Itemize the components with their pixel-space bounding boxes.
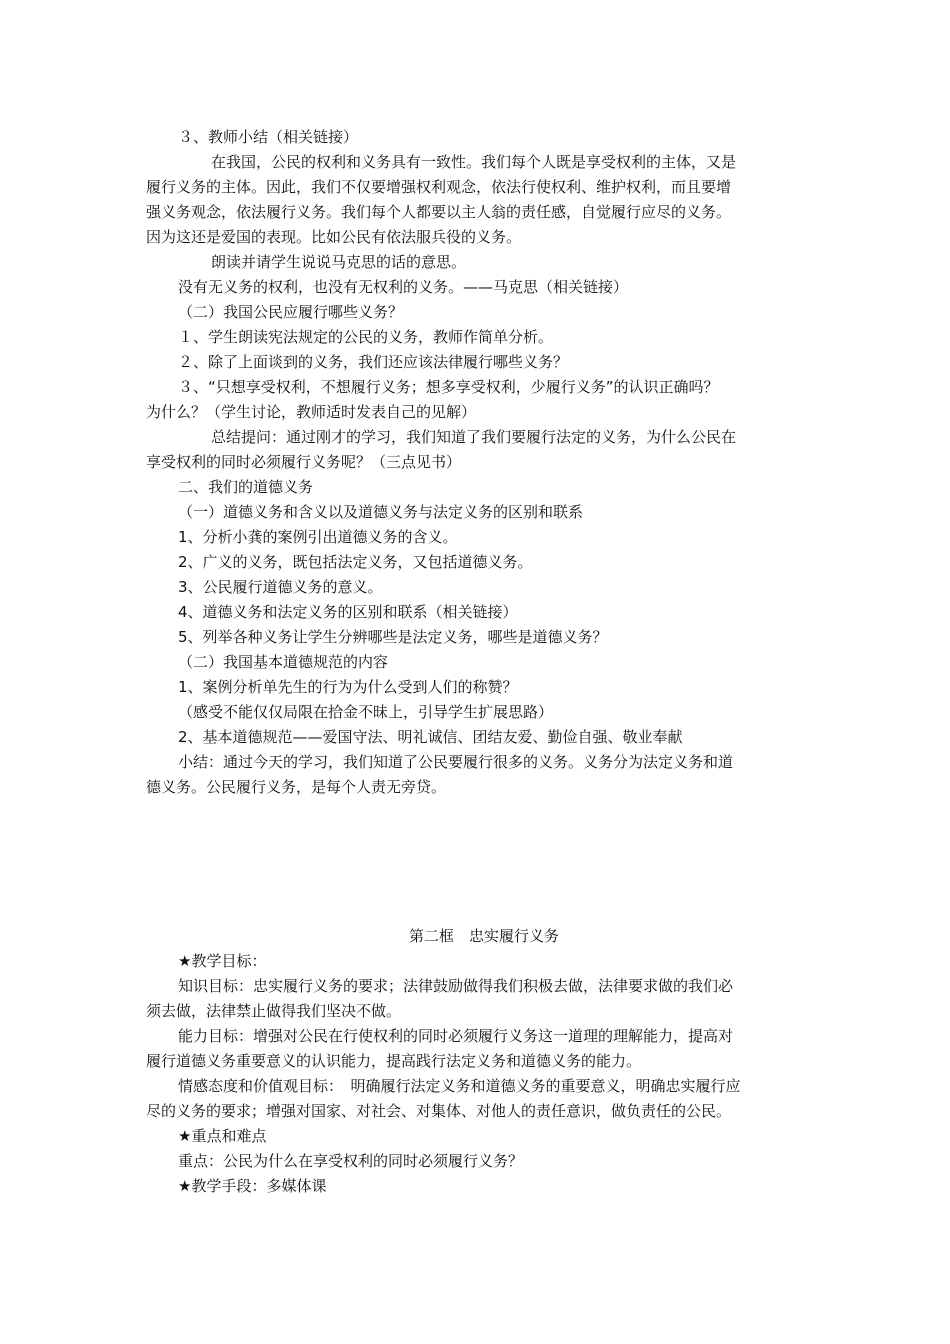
- section-heading: 二、我们的道德义务: [178, 478, 314, 496]
- paragraph-line: 重点：公民为什么在享受权利的同时必须履行义务？: [178, 1152, 524, 1170]
- heading-key-points: ★重点和难点: [178, 1127, 267, 1145]
- paragraph-line: 强义务观念，依法履行义务。我们每个人都要以主人翁的责任感，自觉履行应尽的义务。: [146, 203, 732, 221]
- section-heading: ３、教师小结（相关链接）: [178, 128, 359, 146]
- list-item: ２、除了上面谈到的义务，我们还应该法律履行哪些义务？: [178, 353, 569, 371]
- summary-line: 德义务。公民履行义务，是每个人责无旁贷。: [146, 778, 447, 796]
- paragraph-line: 朗读并请学生说说马克思的话的意思。: [211, 253, 467, 271]
- paragraph-line: 情感态度和价值观目标： 明确履行法定义务和道德义务的重要意义，明确忠实履行应: [178, 1077, 741, 1095]
- heading-teaching-means: ★教学手段：多媒体课: [178, 1177, 327, 1195]
- list-item: 1、案例分析单先生的行为为什么受到人们的称赞？: [178, 678, 518, 696]
- list-item: １、学生朗读宪法规定的公民的义务，教师作简单分析。: [178, 328, 554, 346]
- paragraph-line: 为什么？（学生讨论，教师适时发表自己的见解）: [146, 403, 477, 421]
- section-heading: （一）道德义务和含义以及道德义务与法定义务的区别和联系: [178, 503, 584, 521]
- paragraph-line: 须去做，法律禁止做得我们坚决不做。: [146, 1002, 402, 1020]
- list-item: 1、分析小龚的案例引出道德义务的含义。: [178, 528, 458, 546]
- paragraph-line: 总结提问：通过刚才的学习，我们知道了我们要履行法定的义务，为什么公民在: [211, 428, 737, 446]
- list-item: 2、基本道德规范——爱国守法、明礼诚信、团结友爱、勤俭自强、敬业奉献: [178, 728, 683, 746]
- paragraph-line: 知识目标：忠实履行义务的要求；法律鼓励做得我们积极去做，法律要求做的我们必: [178, 977, 734, 995]
- quote-line: 没有无义务的权利，也没有无权利的义务。——马克思（相关链接）: [178, 278, 629, 296]
- paragraph-line: 享受权利的同时必须履行义务呢？（三点见书）: [146, 453, 462, 471]
- list-item: 5、列举各种义务让学生分辨哪些是法定义务，哪些是道德义务？: [178, 628, 608, 646]
- list-item: 2、广义的义务，既包括法定义务，又包括道德义务。: [178, 553, 533, 571]
- section-heading: （二）我国基本道德规范的内容: [178, 653, 389, 671]
- list-item: 3、公民履行道德义务的意义。: [178, 578, 383, 596]
- list-item: ３、“只想享受权利，不想履行义务；想多享受权利，少履行义务”的认识正确吗？: [178, 378, 719, 396]
- summary-line: 小结：通过今天的学习，我们知道了公民要履行很多的义务。义务分为法定义务和道: [178, 753, 734, 771]
- paragraph-line: 履行道德义务重要意义的认识能力，提高践行法定义务和道德义务的能力。: [146, 1052, 642, 1070]
- heading-teaching-goals: ★教学目标：: [178, 952, 267, 970]
- paragraph-line: （感受不能仅仅局限在拾金不昧上，引导学生扩展思路）: [178, 703, 554, 721]
- paragraph-line: 在我国，公民的权利和义务具有一致性。我们每个人既是享受权利的主体，又是: [211, 153, 737, 171]
- paragraph-line: 因为这还是爱国的表现。比如公民有依法服兵役的义务。: [146, 228, 522, 246]
- list-item: 4、道德义务和法定义务的区别和联系（相关链接）: [178, 603, 518, 621]
- section-heading: （二）我国公民应履行哪些义务？: [178, 303, 404, 321]
- paragraph-line: 能力目标：增强对公民在行使权利的同时必须履行义务这一道理的理解能力，提高对: [178, 1027, 734, 1045]
- subsection-title: 第二框 忠实履行义务: [409, 927, 560, 945]
- paragraph-line: 尽的义务的要求；增强对国家、对社会、对集体、对他人的责任意识，做负责任的公民。: [146, 1102, 732, 1120]
- paragraph-line: 履行义务的主体。因此，我们不仅要增强权利观念，依法行使权利、维护权利，而且要增: [146, 178, 732, 196]
